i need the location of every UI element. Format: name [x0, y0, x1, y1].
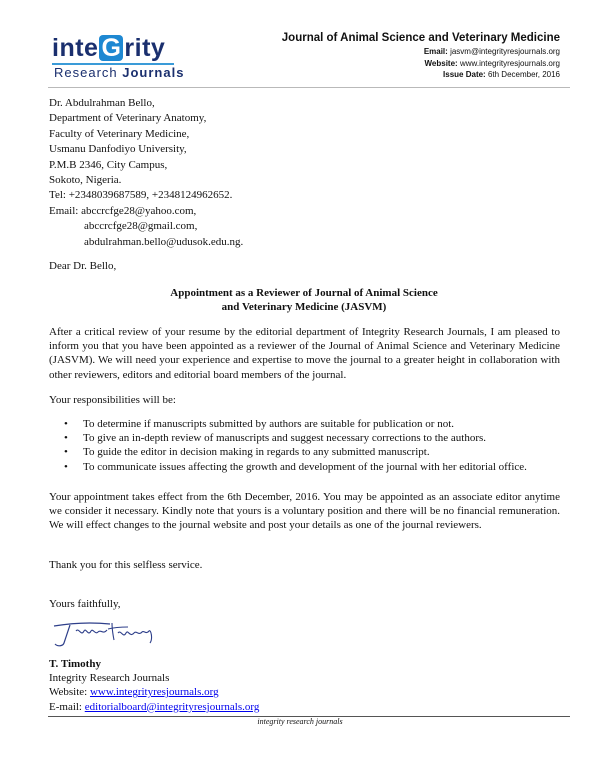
- responsibilities-intro: Your responsibilities will be:: [49, 394, 176, 406]
- bullet-icon: •: [64, 460, 68, 473]
- handwritten-signature: [52, 617, 162, 649]
- signer-email-line: E-mail: editorialboard@integrityresjournals.org: [49, 700, 260, 713]
- address-email-line: abdulrahman.bello@udusok.edu.ng.: [84, 235, 244, 248]
- address-line: Tel: +2348039687589, +2348124962652.: [49, 189, 233, 202]
- list-item: • To give an in-depth review of manuscripts and suggest necessary corrections to the authors.: [64, 432, 487, 445]
- journal-website: Website: www.integrityresjournals.org: [424, 58, 560, 68]
- signer-block: [49, 657, 259, 714]
- list-item: • To guide the editor in decision making in regards to any submitted manuscript.: [64, 446, 430, 459]
- signer-website-line: Website: www.integrityresjournals.org: [49, 686, 219, 699]
- recipient-address: [49, 96, 243, 250]
- journal-header: [282, 30, 560, 81]
- logo-wordmark: inte G rity: [52, 34, 166, 62]
- issue-date: Issue Date: 6th December, 2016: [443, 70, 560, 79]
- paragraph-appointment: Your appointment takes effect from the 6th December, 2016. You may be appointed as an associate editor anytime we consider it necessary. Kindly note that yours is a voluntary position and there will be no financial remuneration. We will effect changes to the journal website and post your details as one of the journal reviewers.: [49, 491, 560, 532]
- address-line: P.M.B 2346, City Campus,: [49, 158, 168, 171]
- website-link[interactable]: www.integrityresjournals.org: [89, 686, 219, 699]
- signer-name: T. Timothy: [49, 658, 101, 670]
- bullet-icon: •: [64, 446, 68, 459]
- logo-subtitle: Research Journals: [54, 65, 185, 80]
- address-line: Faculty of Veterinary Medicine,: [49, 127, 190, 140]
- letter-subject: Appointment as a Reviewer of Journal of Animal Science and Veterinary Medicine (JASVM): [170, 287, 438, 313]
- list-item: • To determine if manuscripts submitted by authors are suitable for publication or not.: [64, 418, 455, 430]
- integrity-logo: [52, 34, 185, 82]
- paragraph-intro: After a critical review of your resume by the editorial department of Integrity Research Journals, I am pleased to inform you that you have been appointed as a reviewer of the Journal of Animal Science and Veterinary Medicine (JASVM). We will need your experience and expertise to move the journal to a greater height in collaboration with other reviewers, editors and editorial board members of the journal.: [49, 326, 560, 381]
- header-divider: [48, 87, 570, 88]
- list-item: • To communicate issues affecting the growth and development of the journal with her editorial office.: [64, 460, 527, 473]
- bullet-icon: •: [64, 418, 68, 430]
- signer-organization: Integrity Research Journals: [49, 672, 170, 685]
- footer-text: integrity research journals: [257, 717, 343, 726]
- address-line: Email: abccrcfge28@yahoo.com,: [49, 204, 197, 217]
- address-line: Department of Veterinary Anatomy,: [49, 112, 207, 125]
- address-line: Sokoto, Nigeria.: [49, 174, 122, 187]
- email-link[interactable]: editorialboard@integrityresjournals.org: [84, 700, 260, 713]
- address-line: Dr. Abdulrahman Bello,: [49, 97, 155, 109]
- address-email-line: abccrcfge28@gmail.com,: [84, 220, 198, 233]
- journal-email: Email: jasvm@integrityresjournals.org: [423, 47, 560, 56]
- responsibilities-list: [49, 417, 564, 474]
- salutation: Dear Dr. Bello,: [49, 260, 117, 272]
- journal-title: Journal of Animal Science and Veterinary Medicine: [281, 32, 560, 44]
- thanks-line: Thank you for this selfless service.: [49, 559, 203, 571]
- address-line: Usmanu Danfodiyo University,: [49, 143, 187, 156]
- closing: Yours faithfully,: [49, 598, 121, 610]
- bullet-icon: •: [64, 432, 68, 445]
- logo-g-mark: G: [101, 34, 122, 62]
